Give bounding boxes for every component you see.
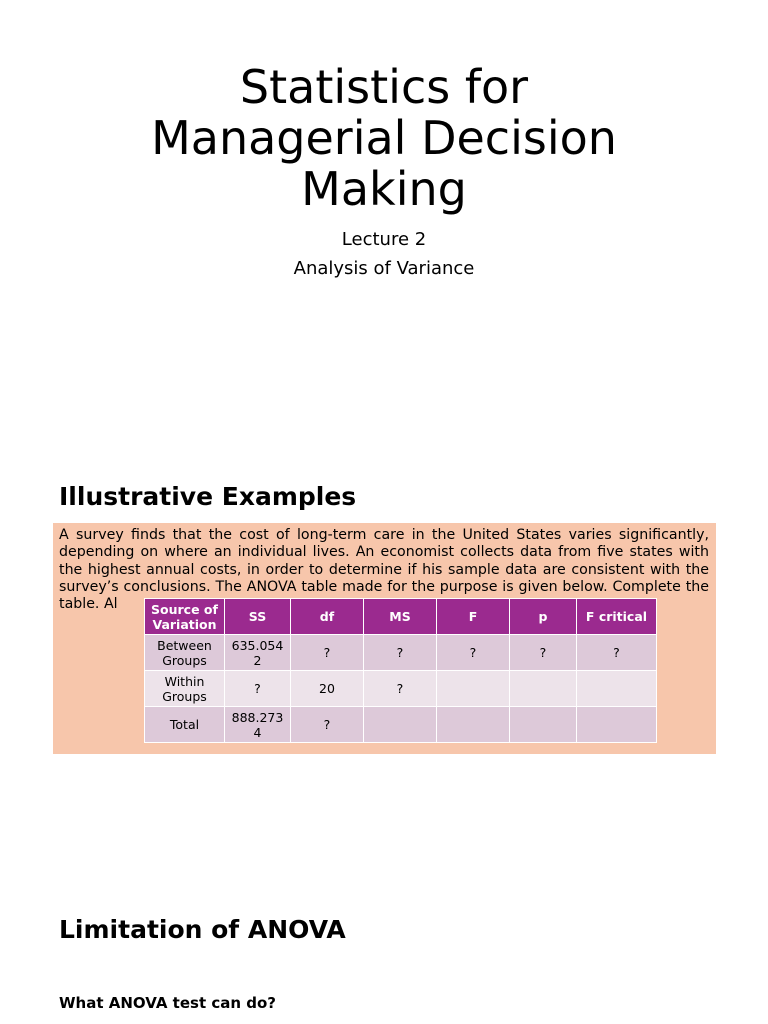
table-header-cell: Source of Variation: [145, 599, 225, 635]
table-cell: ?: [225, 671, 291, 707]
title-line-2: Managerial Decision: [151, 111, 617, 165]
page-title: [0, 62, 768, 215]
table-cell: 888.273 4: [225, 707, 291, 743]
table-cell: Total: [145, 707, 225, 743]
table-header-cell: df: [291, 599, 364, 635]
table-cell: Within Groups: [145, 671, 225, 707]
table-cell: 20: [291, 671, 364, 707]
table-cell: ?: [577, 635, 657, 671]
table-cell: [437, 707, 510, 743]
topic-label: Analysis of Variance: [293, 258, 475, 279]
table-cell: [364, 707, 437, 743]
table-cell: ?: [364, 671, 437, 707]
example-text: A survey finds that the cost of long-term care in the United States varies significantly, depending on where an individual lives. An economist collects data from five states with the highest annual costs, in order to determine if his sample data are consistent with the survey’s conclusions. The ANOVA table made for the purpose is given below. Complete the table. Al: [59, 527, 709, 613]
anova-table: [144, 598, 657, 743]
lecture-label: Lecture 2: [341, 229, 427, 250]
title-line-3: Making: [301, 162, 467, 216]
table-row: [145, 707, 657, 743]
table-header-cell: F critical: [577, 599, 657, 635]
table-cell: [577, 707, 657, 743]
table-header-cell: SS: [225, 599, 291, 635]
table-cell: [577, 671, 657, 707]
table-cell: ?: [364, 635, 437, 671]
table-row: [145, 671, 657, 707]
table-cell: ?: [437, 635, 510, 671]
table-cell: ?: [291, 707, 364, 743]
limitation-heading: Limitation of ANOVA: [59, 915, 346, 944]
table-row: [145, 635, 657, 671]
table-header-cell: p: [510, 599, 577, 635]
table-cell: Between Groups: [145, 635, 225, 671]
table-cell: [510, 707, 577, 743]
table-cell: [510, 671, 577, 707]
title-line-1: Statistics for: [239, 60, 529, 114]
anova-question: What ANOVA test can do?: [59, 994, 276, 1012]
illustrative-heading: Illustrative Examples: [59, 482, 357, 511]
table-header-cell: F: [437, 599, 510, 635]
table-header-row: [145, 599, 657, 635]
table-cell: [437, 671, 510, 707]
table-cell: 635.054 2: [225, 635, 291, 671]
table-cell: ?: [291, 635, 364, 671]
table-header-cell: MS: [364, 599, 437, 635]
table-cell: ?: [510, 635, 577, 671]
